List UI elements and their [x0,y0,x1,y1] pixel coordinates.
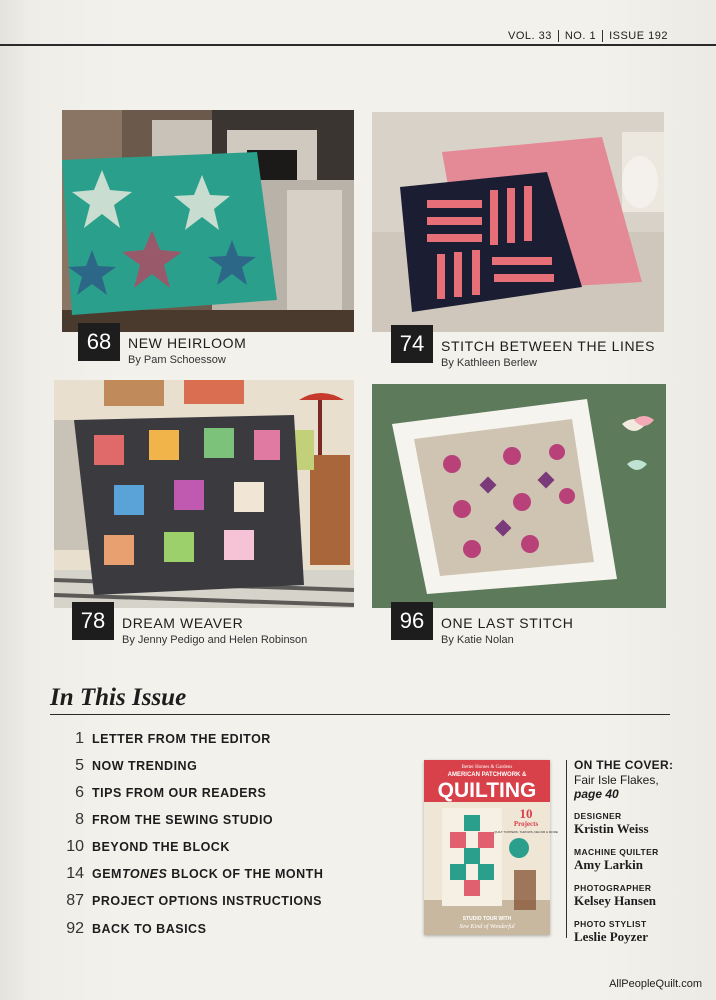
volume: VOL. 33 [507,30,552,42]
feature-byline: By Pam Schoessow [128,354,226,366]
feature-byline: By Jenny Pedigo and Helen Robinson [122,634,308,646]
contents-title-part: GEM [92,867,122,881]
contents-item[interactable] [48,918,206,940]
contents-title: BACK TO BASICS [92,922,207,936]
photo-stitch-between-the-lines[interactable] [372,112,664,332]
section-rule [50,714,670,715]
contents-item[interactable] [48,863,323,885]
contents-title-part: BLOCK OF THE MONTH [167,867,324,881]
cover-projects-number: 10 [519,806,533,821]
contents-item[interactable] [48,836,230,858]
section-heading: In This Issue [50,684,187,711]
contents-page: 1 [75,730,84,747]
cover-thumbnail[interactable] [424,760,558,935]
cover-projects-sub: QUILT TOPPERS, THROWS, DECOR & MORE [494,830,558,834]
contents-item[interactable] [48,809,273,831]
on-the-cover [574,758,704,945]
contents-title: LETTER FROM THE EDITOR [92,732,271,746]
on-cover-page: page 40 [574,787,619,801]
page-badge: 78 [72,602,114,640]
issue-number: ISSUE 192 [609,30,668,42]
credit-role: PHOTOGRAPHER [574,883,652,893]
credit-name: Amy Larkin [574,857,643,872]
feature-byline: By Kathleen Berlew [441,357,537,369]
cover-title-1: AMERICAN PATCHWORK & [447,772,527,778]
contents-item[interactable] [48,755,197,777]
contents-page: 5 [75,757,84,774]
number: NO. 1 [564,30,597,42]
issue-info [508,30,668,42]
contents-title: TIPS FROM OUR READERS [92,786,267,800]
credit-name: Leslie Poyzer [574,929,648,944]
on-cover-heading: ON THE COVER: [574,758,674,772]
contents-page: 14 [66,865,84,882]
photo-new-heirloom[interactable] [62,110,354,332]
cover-brand: Better Homes & Gardens [461,765,513,770]
page-badge: 74 [391,325,433,363]
website-link[interactable]: AllPeopleQuilt.com [609,978,702,990]
contents-page: 92 [66,920,84,937]
page-badge: 96 [391,602,433,640]
credit-name: Kelsey Hansen [574,893,656,908]
separator [558,30,559,42]
photo-one-last-stitch[interactable] [372,384,666,608]
contents-title: BEYOND THE BLOCK [92,840,230,854]
contents-title-part: TONES [121,867,168,881]
separator [602,30,603,42]
page-badge: 68 [78,323,120,361]
contents-page: 8 [75,811,84,828]
cover-divider [566,760,567,938]
credit-role: MACHINE QUILTER [574,847,659,857]
contents-title [92,867,323,881]
cover-footer-2: Sew Kind of Wonderful [459,924,515,930]
contents-page: 10 [66,838,84,855]
contents-page: 6 [75,784,84,801]
photo-dream-weaver[interactable] [54,380,354,608]
contents-title: NOW TRENDING [92,759,198,773]
contents-title: PROJECT OPTIONS INSTRUCTIONS [92,894,322,908]
cover-projects-label: Projects [513,820,539,828]
contents-item[interactable] [48,782,266,804]
header-rule [0,44,716,46]
contents-item[interactable] [48,890,322,912]
feature-title[interactable]: NEW HEIRLOOM [128,335,247,351]
cover-title-2: QUILTING [437,779,537,802]
credit-name: Kristin Weiss [574,821,649,836]
feature-title[interactable]: DREAM WEAVER [122,615,244,631]
feature-title[interactable]: ONE LAST STITCH [441,615,574,631]
on-cover-project: Fair Isle Flakes, [574,773,659,787]
credit-role: DESIGNER [574,811,622,821]
contents-page: 87 [66,892,84,909]
credit-role: PHOTO STYLIST [574,919,647,929]
feature-title[interactable]: STITCH BETWEEN THE LINES [441,338,656,354]
contents-title: FROM THE SEWING STUDIO [92,813,274,827]
feature-byline: By Katie Nolan [441,634,514,646]
cover-footer: STUDIO TOUR WITH [462,916,512,922]
contents-item[interactable] [48,728,271,750]
